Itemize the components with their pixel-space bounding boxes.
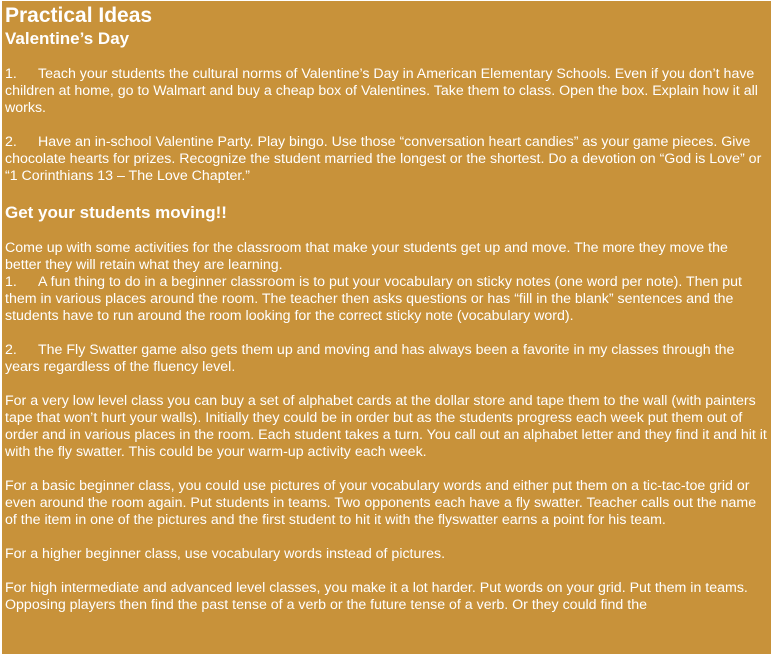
section-title-valentines: Valentine’s Day (5, 29, 130, 48)
page-title: Practical Ideas (5, 4, 153, 27)
valentines-item-1 (5, 66, 767, 117)
paragraph-advanced: For high intermediate and advanced level classes, you make it a lot harder. Put words on your grid. Put them in teams. Opposing players then find the past tense of a verb or the future tense of a verb. Or they could find the (5, 580, 748, 613)
document-page (2, 1, 771, 654)
moving-item-1 (5, 274, 767, 325)
section-title-moving: Get your students moving!! (5, 203, 227, 222)
item-text: Have an in-school Valentine Party. Play bingo. Use those “conversation heart candies” as your game pieces. Give chocolate hearts for prizes. Recognize the student married the longest or the shortest. Do a devotion on “God is Love” or “1 Corinthians 13 – The Love Chapter.” (5, 134, 762, 184)
item-number: 2. (5, 134, 17, 150)
moving-intro: Come up with some activities for the classroom that make your students get up and move. The more they move the better they will retain what they are learning. (5, 240, 728, 273)
item-text: Teach your students the cultural norms of Valentine’s Day in American Elementary Schools. Even if you don’t have children at home, go to Walmart and buy a cheap box of Valentines. Take them to class. Open the box. Explain how it all works. (5, 66, 758, 116)
item-number: 1. (5, 274, 17, 290)
paragraph-basic-beginner: For a basic beginner class, you could use pictures of your vocabulary words and either put them on a tic-tac-toe grid or even around the room again. Put students in teams. Two opponents each have a fly swatter. Teacher calls out the name of the item in one of the pictures and the first student to hit it with the flyswatter earns a point for his team. (5, 478, 757, 528)
item-number: 2. (5, 342, 17, 358)
item-text: A fun thing to do in a beginner classroom is to put your vocabulary on sticky notes (one word per note). Then put them in various places around the room. The teacher then asks questions or has “fill in the blank” sentences and the students have to run around the room looking for the correct sticky note (vocabulary word). (5, 274, 742, 324)
moving-item-2 (5, 342, 767, 376)
paragraph-low-level: For a very low level class you can buy a set of alphabet cards at the dollar store and tape them to the wall (with painters tape that won’t hurt your walls). Initially they could be in order but as the students progress each week put them out of order and in various places in the room. Each student takes a turn. You call out an alphabet letter and they find it and hit it with the fly swatter. This could be your warm-up activity each week. (5, 393, 767, 460)
paragraph-higher-beginner: For a higher beginner class, use vocabulary words instead of pictures. (5, 546, 446, 562)
valentines-item-2 (5, 134, 767, 185)
item-text: The Fly Swatter game also gets them up and moving and has always been a favorite in my classes through the years regardless of the fluency level. (5, 342, 735, 375)
item-number: 1. (5, 66, 17, 82)
